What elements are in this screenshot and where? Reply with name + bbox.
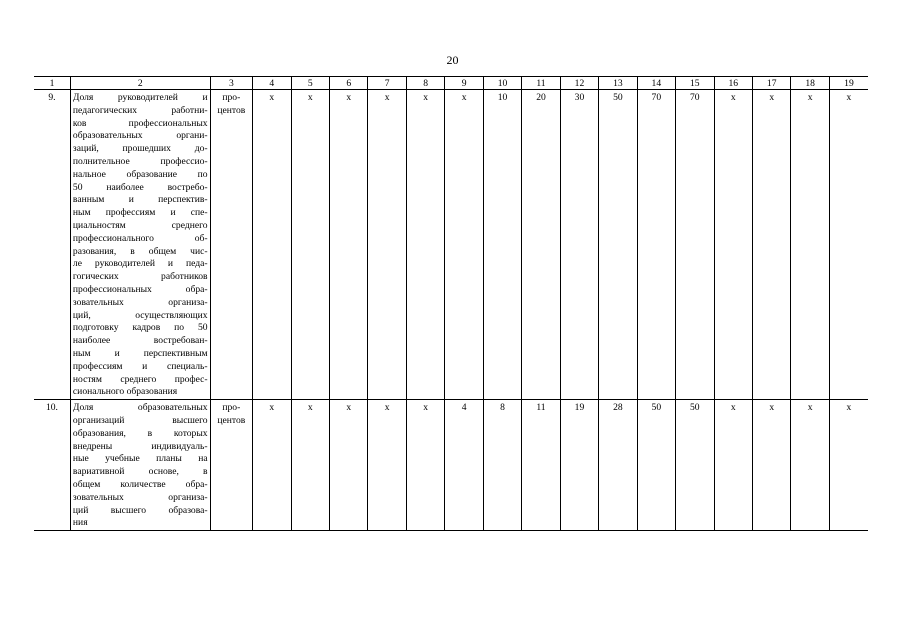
table-row [34,90,868,400]
column-header: 11 [522,77,560,90]
description-line: полнительное профессио- [72,155,208,167]
column-header: 3 [210,77,253,90]
value-cell: 8 [483,400,521,531]
description-line: 50 наиболее востребо- [72,181,208,193]
description-line: ным профессиям и спе- [72,207,208,219]
value-cell: х [829,90,868,400]
description-line: циальностям среднего [72,219,208,231]
value-cell: х [406,400,444,531]
description-line: ностям среднего профес- [72,373,208,385]
description-line: ные учебные планы на [72,453,208,465]
description-line: разования, в общем чис- [72,245,208,257]
value-cell: 70 [676,90,714,400]
value-cell: х [829,400,868,531]
column-header: 13 [599,77,637,90]
row-number: 9. [34,90,70,400]
value-cell: х [406,90,444,400]
value-cell: 28 [599,400,637,531]
column-number-header-row [34,77,868,90]
table-row [34,400,868,531]
column-header: 4 [253,77,291,90]
value-cell: 10 [483,90,521,400]
value-cell: х [791,90,829,400]
description-line: образования, в которых [72,427,208,439]
unit-line: про- [222,402,241,414]
value-cell: х [752,400,790,531]
description-line: организаций высшего [72,414,208,426]
column-header: 18 [791,77,829,90]
description-line: подготовку кадров по 50 [72,322,208,334]
value-cell: х [330,400,368,531]
indicator-description [70,90,210,400]
value-cell: х [791,400,829,531]
description-line: вариативной основе, в [72,466,208,478]
column-header: 7 [368,77,406,90]
value-cell: 11 [522,400,560,531]
value-cell: х [291,400,329,531]
unit-cell [210,400,253,531]
indicator-description [70,400,210,531]
description-line: ций высшего образова- [72,504,208,516]
description-line: профессиональных обра- [72,283,208,295]
column-header: 5 [291,77,329,90]
value-cell: х [330,90,368,400]
description-line: ле руководителей и педа- [72,258,208,270]
column-header: 14 [637,77,675,90]
value-cell: х [445,90,483,400]
column-header: 17 [752,77,790,90]
description-line: ков профессиональных [72,117,208,129]
value-cell: х [752,90,790,400]
description-line: зовательных организа- [72,296,208,308]
column-header: 10 [483,77,521,90]
value-cell: 70 [637,90,675,400]
column-header: 12 [560,77,598,90]
value-cell: 19 [560,400,598,531]
description-line: нальное образование по [72,168,208,180]
description-line: ния [72,517,88,529]
value-cell: х [291,90,329,400]
description-line: наиболее востребован- [72,335,208,347]
description-line: общем количестве обра- [72,478,208,490]
column-header: 1 [34,77,70,90]
description-line: гогических работников [72,271,208,283]
description-line: сионального образования [72,386,178,398]
description-line: Доля образовательных [72,402,208,414]
description-line: образовательных органи- [72,130,208,142]
unit-line: центов [217,414,246,426]
description-line: педагогических работни- [72,104,208,116]
description-line: Доля руководителей и [72,92,208,103]
description-line: заций, прошедших до- [72,143,208,155]
value-cell: 50 [676,400,714,531]
value-cell: х [368,400,406,531]
description-line: внедрены индивидуаль- [72,440,208,452]
value-cell: х [253,400,291,531]
description-line: ванным и перспектив- [72,194,208,206]
column-header: 2 [70,77,210,90]
value-cell: 50 [599,90,637,400]
value-cell: 50 [637,400,675,531]
value-cell: х [714,400,752,531]
unit-line: центов [217,104,246,116]
description-line: профессионального об- [72,232,208,244]
column-header: 9 [445,77,483,90]
value-cell: х [714,90,752,400]
value-cell: 4 [445,400,483,531]
page-number: 20 [446,53,459,67]
description-line: профессиям и специаль- [72,360,208,372]
column-header: 19 [829,77,868,90]
description-line: ций, осуществляющих [72,309,208,321]
value-cell: х [368,90,406,400]
column-header: 6 [330,77,368,90]
description-line: ным и перспективным [72,347,208,359]
description-line: зовательных организа- [72,491,208,503]
unit-line: про- [222,92,241,103]
row-number: 10. [34,400,70,531]
value-cell: х [253,90,291,400]
column-header: 15 [676,77,714,90]
column-header: 8 [406,77,444,90]
column-header: 16 [714,77,752,90]
unit-cell [210,90,253,400]
value-cell: 30 [560,90,598,400]
value-cell: 20 [522,90,560,400]
indicator-table [34,76,868,531]
